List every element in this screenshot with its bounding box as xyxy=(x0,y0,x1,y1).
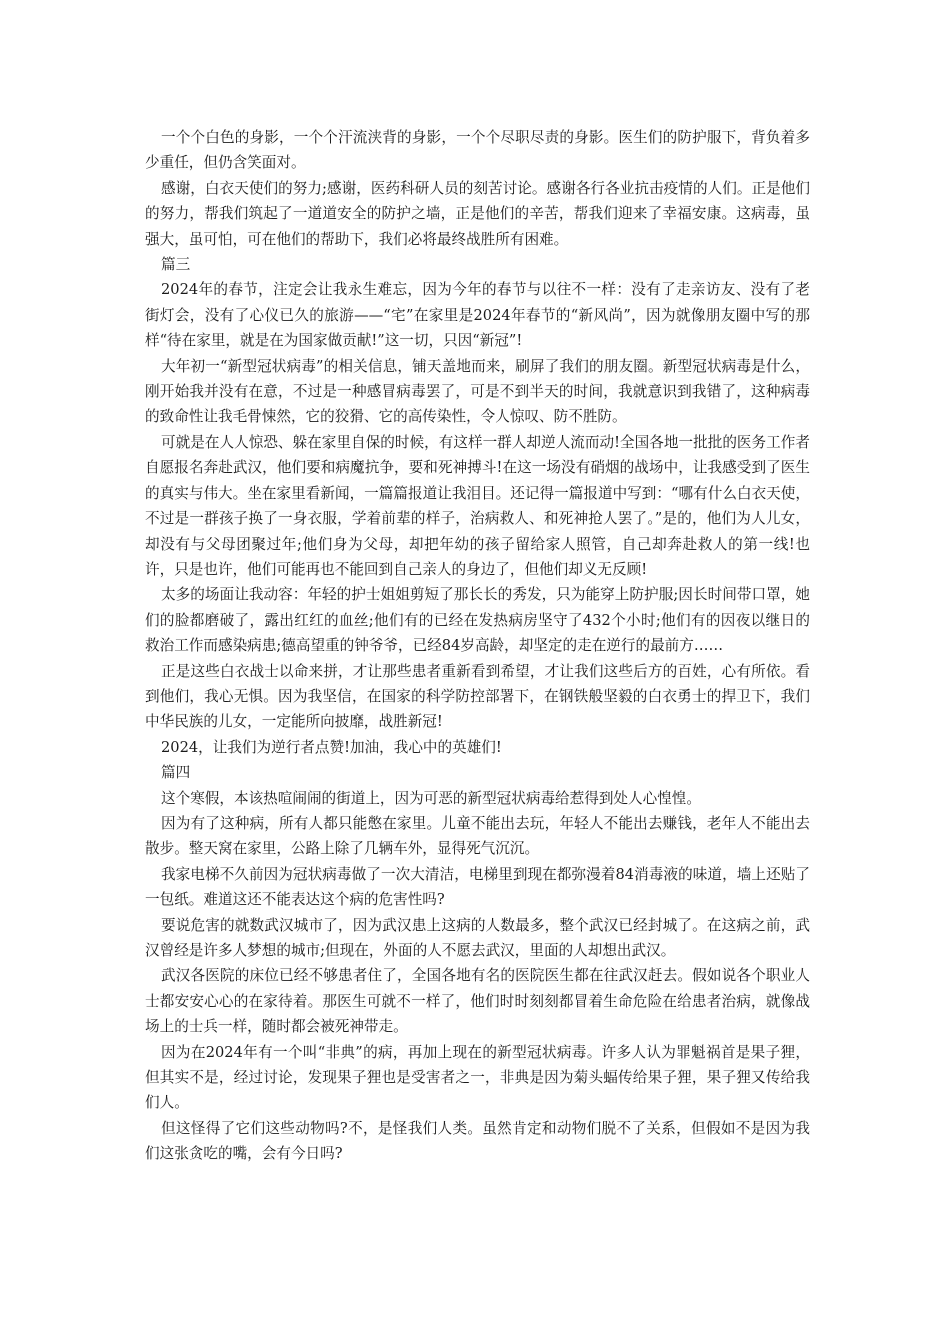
paragraph: 因为有了这种病，所有人都只能憋在家里。儿童不能出去玩，年轻人不能出去赚钱，老年人不能出去散步。整天窝在家里，公路上除了几辆车外，显得死气沉沉。 xyxy=(145,814,810,858)
section-heading: 篇四 xyxy=(161,764,191,782)
paragraph: 因为在2024年有一个叫“非典”的病，再加上现在的新型冠状病毒。许多人认为罪魁祸首是果子狸，但其实不是，经过讨论，发现果子狸也是受害者之一，非典是因为菊头蝠传给果子狸，果子狸又传给我们人。 xyxy=(145,1043,810,1112)
paragraph: 但这怪得了它们这些动物吗?不，是怪我们人类。虽然肯定和动物们脱不了关系，但假如不是因为我们这张贪吃的嘴，会有今日吗? xyxy=(145,1119,810,1163)
paragraph: 武汉各医院的床位已经不够患者住了，全国各地有名的医院医生都在往武汉赶去。假如说各个职业人士都安安心心的在家待着。那医生可就不一样了，他们时时刻刻都冒着生命危险在给患者治病，就像战场上的士兵一样，随时都会被死神带走。 xyxy=(145,967,810,1036)
paragraph: 太多的场面让我动容：年轻的护士姐姐剪短了那长长的秀发，只为能穿上防护服;因长时间带口罩，她们的脸都磨破了，露出红红的血丝;他们有的已经在发热病房坚守了432个小时;他们有的因夜以继日的救治工作而感染病患;德高望重的钟爷爷，已经84岁高龄，却坚定的走在逆行的最前方…… xyxy=(145,586,810,655)
paragraph: 2024年的春节，注定会让我永生难忘，因为今年的春节与以往不一样：没有了走亲访友、没有了老街灯会，没有了心仪已久的旅游——“宅”在家里是2024年春节的“新风尚”，因为就像朋友圈中写的那样“待在家里，就是在为国家做贡献!”这一切，只因“新冠”! xyxy=(145,281,810,350)
paragraph: 2024，让我们为逆行者点赞!加油，我心中的英雄们! xyxy=(161,738,502,756)
paragraph: 正是这些白衣战士以命来拼，才让那些患者重新看到希望，才让我们这些后方的百姓，心有所依。看到他们，我心无惧。因为我坚信，在国家的科学防控部署下，在钢铁般坚毅的白衣勇士的捍卫下，我们中华民族的儿女，一定能所向披靡，战胜新冠! xyxy=(145,662,810,731)
paragraph: 我家电梯不久前因为冠状病毒做了一次大清洁，电梯里到现在都弥漫着84消毒液的味道，墙上还贴了一包纸。难道这还不能表达这个病的危害性吗? xyxy=(145,865,810,909)
paragraph: 可就是在人人惊恐、躲在家里自保的时候，有这样一群人却逆人流而动!全国各地一批批的医务工作者自愿报名奔赴武汉，他们要和病魔抗争，要和死神搏斗!在这一场没有硝烟的战场中，让我感受到了医生的真实与伟大。坐在家里看新闻，一篇篇报道让我泪目。还记得一篇报道中写到：“哪有什么白衣天使，不过是一群孩子换了一身衣服，学着前辈的样子，治病救人、和死神抢人罢了。”是的，他们为人儿女，却没有与父母团聚过年;他们身为父母，却把年幼的孩子留给家人照管，自己却奔赴救人的第一线!也许，只是也许，他们可能再也不能回到自己亲人的身边了，但他们却义无反顾! xyxy=(145,433,810,578)
paragraph: 一个个白色的身影，一个个汗流浃背的身影，一个个尽职尽责的身影。医生们的防护服下，背负着多少重任，但仍含笑面对。 xyxy=(145,129,810,172)
paragraph: 感谢，白衣天使们的努力;感谢，医药科研人员的刻苦讨论。感谢各行各业抗击疫情的人们。正是他们的努力，帮我们筑起了一道道安全的防护之墙，正是他们的辛苦，帮我们迎来了幸福安康。这病毒，虽强大，虽可怕，可在他们的帮助下，我们必将最终战胜所有困难。 xyxy=(145,179,810,248)
paragraph: 大年初一“新型冠状病毒”的相关信息，铺天盖地而来，刷屏了我们的朋友圈。新型冠状病毒是什么，刚开始我并没有在意，不过是一种感冒病毒罢了，可是不到半天的时间，我就意识到我错了，这种病毒的致命性让我毛骨悚然，它的狡猾、它的高传染性，令人惊叹、防不胜防。 xyxy=(145,357,810,426)
section-heading: 篇三 xyxy=(161,256,191,274)
paragraph: 要说危害的就数武汉城市了，因为武汉患上这病的人数最多，整个武汉已经封城了。在这病之前，武汉曾经是许多人梦想的城市;但现在，外面的人不愿去武汉，里面的人却想出武汉。 xyxy=(145,916,810,959)
paragraph: 这个寒假，本该热喧闹闹的街道上，因为可恶的新型冠状病毒给惹得到处人心惶惶。 xyxy=(161,789,701,807)
document-body xyxy=(145,125,810,1167)
